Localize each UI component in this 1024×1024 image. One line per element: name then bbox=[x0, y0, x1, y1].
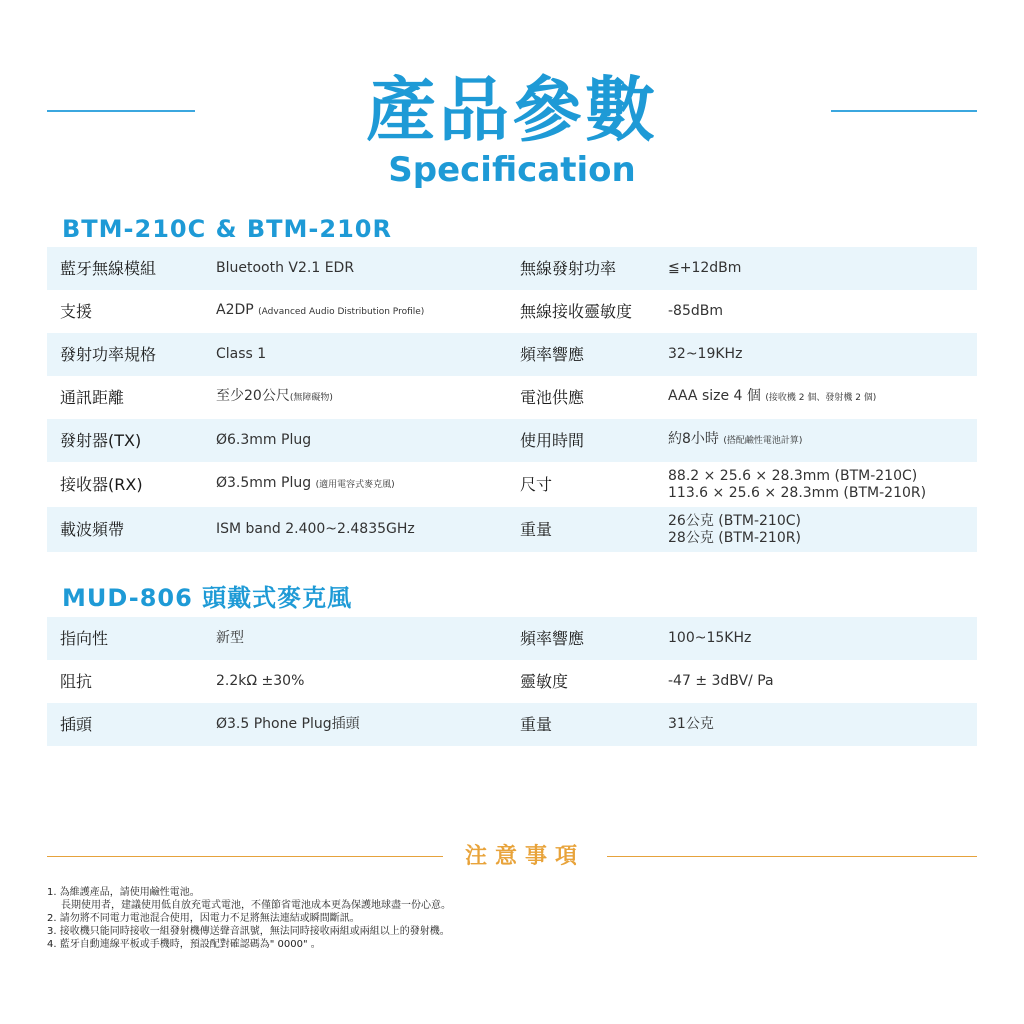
spec-label: 載波頻帶 bbox=[60, 520, 125, 539]
spec-label: 重量 bbox=[520, 715, 553, 734]
table-row bbox=[47, 617, 977, 660]
spec-value: 2.2kΩ ±30% bbox=[216, 673, 305, 689]
table-row bbox=[47, 290, 977, 333]
spec-table-btm bbox=[47, 247, 977, 552]
table-row bbox=[47, 462, 977, 507]
table-row bbox=[47, 247, 977, 290]
spec-value: 32~19KHz bbox=[668, 346, 743, 362]
list-item: 長期使用者，建議使用低自放充電式電池，不僅節省電池成本更為保護地球盡一份心意。 bbox=[61, 900, 451, 911]
notice-header bbox=[47, 842, 977, 872]
spec-value bbox=[668, 419, 802, 462]
spec-value: ≦+12dBm bbox=[668, 260, 742, 276]
spec-value: 31公克 bbox=[668, 716, 714, 732]
spec-value: Ø6.3mm Plug bbox=[216, 432, 312, 448]
spec-value-note: (接收機 2 個、發射機 2 個) bbox=[765, 393, 877, 403]
spec-label: 靈敏度 bbox=[520, 672, 569, 691]
spec-value-line: 28公克 (BTM-210R) bbox=[668, 529, 801, 546]
section-title-btm: BTM-210C & BTM-210R bbox=[62, 215, 392, 243]
spec-value: -47 ± 3dBV/ Pa bbox=[668, 673, 774, 689]
spec-label: 發射器(TX) bbox=[60, 431, 142, 450]
table-row bbox=[47, 703, 977, 746]
spec-value-text: 至少20公尺 bbox=[216, 388, 290, 404]
spec-label: 電池供應 bbox=[520, 388, 585, 407]
spec-value-text: AAA size 4 個 bbox=[668, 388, 761, 404]
spec-value-note: (搭配鹼性電池計算) bbox=[723, 436, 803, 446]
spec-label: 阻抗 bbox=[60, 672, 93, 691]
notice-title: 注意事項 bbox=[464, 844, 585, 869]
spec-value: 新型 bbox=[216, 630, 244, 646]
table-row bbox=[47, 660, 977, 703]
spec-value: ISM band 2.400~2.4835GHz bbox=[216, 521, 415, 537]
table-row bbox=[47, 376, 977, 419]
spec-value-text: Ø3.5mm Plug bbox=[216, 475, 312, 491]
spec-value-line: 113.6 × 25.6 × 28.3mm (BTM-210R) bbox=[668, 484, 927, 501]
spec-value bbox=[216, 247, 354, 290]
list-item: 2. 請勿將不同電力電池混合使用，因電力不足將無法連結或瞬間斷訊。 bbox=[47, 913, 360, 924]
spec-value: Ø3.5 Phone Plug插頭 bbox=[216, 716, 360, 732]
spec-label: 接收器(RX) bbox=[60, 475, 143, 494]
spec-label: 指向性 bbox=[60, 629, 109, 648]
spec-label: 頻率響應 bbox=[520, 629, 585, 648]
spec-label: 藍牙無線模組 bbox=[60, 259, 157, 278]
spec-label: 插頭 bbox=[60, 715, 93, 734]
spec-value: Class 1 bbox=[216, 346, 267, 362]
spec-value bbox=[216, 462, 395, 507]
table-row bbox=[47, 333, 977, 376]
spec-label: 無線發射功率 bbox=[520, 259, 617, 278]
spec-value-text: 約8小時 bbox=[668, 431, 719, 447]
spec-value-text: A2DP bbox=[216, 302, 254, 318]
list-item: 3. 接收機只能同時接收一組發射機傳送聲音訊號，無法同時接收兩組或兩組以上的發射機。 bbox=[47, 926, 450, 937]
spec-value bbox=[668, 376, 876, 419]
notice-divider-left bbox=[47, 856, 443, 857]
spec-value-text: Bluetooth V2.1 EDR bbox=[216, 260, 355, 276]
table-row bbox=[47, 507, 977, 552]
page-subtitle: Specification bbox=[388, 150, 636, 190]
spec-label: 無線接收靈敏度 bbox=[520, 302, 633, 321]
section-title-mud: MUD-806 頭戴式麥克風 bbox=[62, 584, 353, 612]
spec-value-note: (無障礙物) bbox=[289, 393, 333, 403]
notice-divider-right bbox=[607, 856, 977, 857]
notice-list bbox=[47, 886, 977, 951]
spec-value bbox=[216, 376, 333, 419]
spec-label: 通訊距離 bbox=[60, 388, 125, 407]
spec-value-line: 26公克 (BTM-210C) bbox=[668, 512, 801, 529]
table-row bbox=[47, 419, 977, 462]
spec-value: 100~15KHz bbox=[668, 630, 752, 646]
spec-label: 使用時間 bbox=[520, 431, 585, 450]
list-item: 4. 藍牙自動連線平板或手機時，預設配對確認碼為" 0000" 。 bbox=[47, 939, 321, 950]
page-title: 產品參數 bbox=[366, 69, 658, 151]
list-item: 1. 為維護產品，請使用鹼性電池。 bbox=[47, 887, 200, 898]
spec-value bbox=[668, 507, 801, 552]
spec-label: 尺寸 bbox=[520, 475, 553, 494]
spec-label: 發射功率規格 bbox=[60, 345, 157, 364]
spec-label: 重量 bbox=[520, 520, 553, 539]
spec-table-mud bbox=[47, 617, 977, 746]
spec-value-note: (Advanced Audio Distribution Profile) bbox=[258, 307, 425, 317]
spec-label: 支援 bbox=[60, 302, 93, 321]
spec-value-line: 88.2 × 25.6 × 28.3mm (BTM-210C) bbox=[668, 467, 918, 484]
spec-value-note: (適用電容式麥克風) bbox=[315, 480, 395, 490]
spec-value: -85dBm bbox=[668, 303, 723, 319]
spec-label: 頻率響應 bbox=[520, 345, 585, 364]
spec-value bbox=[216, 290, 424, 333]
spec-value bbox=[668, 462, 926, 507]
